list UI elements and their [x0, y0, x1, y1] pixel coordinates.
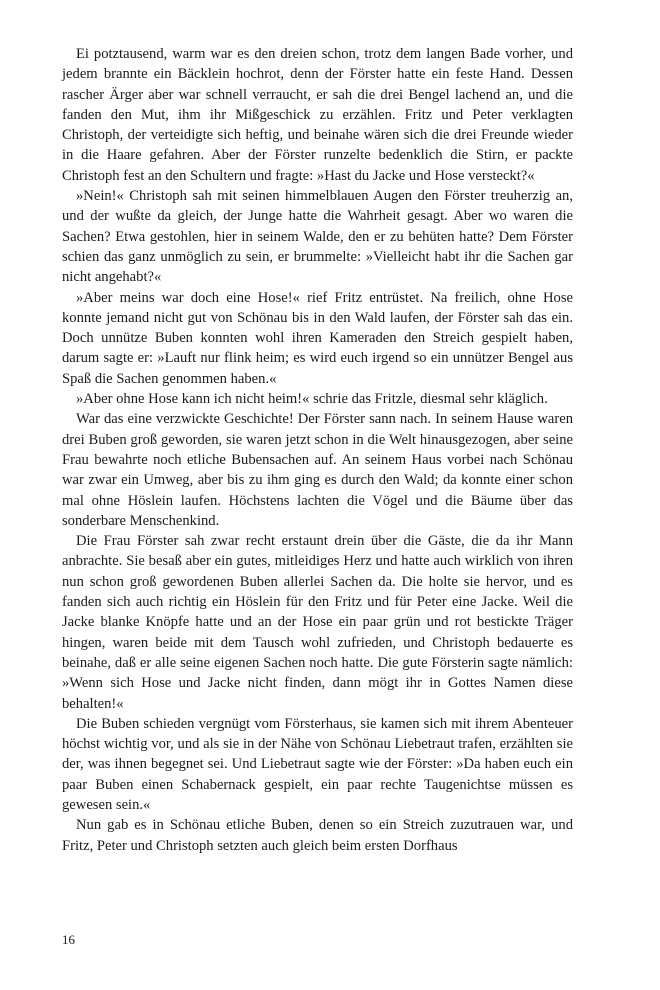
- paragraph: »Nein!« Christoph sah mit seinen himmelblauen Augen den Förster treuherzig an, und der wußte da gleich, der Junge hatte die Wahrheit gesagt. Aber wo waren die Sachen? Etwa gestohlen, hier in seinem Walde, den er zu behüten hatte? Dem Förster schien das ganz unmöglich zu sein, er brummelte: »Vielleicht habt ihr die Sachen gar nicht angehabt?«: [62, 188, 573, 286]
- paragraph: Die Buben schieden vergnügt vom Försterhaus, sie kamen sich mit ihrem Abenteuer höchst wichtig vor, und als sie in der Nähe von Schönau Liebetraut trafen, erzählten sie der, was ihnen begegnet sei. Und Liebetraut sagte wie der Förster: »Da haben euch ein paar Buben einen Schabernack gespielt, ein paar rechte Taugenichtse müssen es gewesen sein.«: [62, 715, 573, 813]
- paragraph: War das eine verzwickte Geschichte! Der Förster sann nach. In seinem Hause waren drei Buben groß geworden, sie waren jetzt schon in die Welt hinausgezogen, aber seine Frau bewahrte noch etliche Bubensachen auf. An seinem Haus vorbei nach Schönau war zwar ein Umweg, aber bis zu ihm ging es durch den Wald; da konnte einer schon mal ohne Höslein laufen. Höchstens lachten die Vögel und die Bäume über das sonderbare Menschenkind.: [62, 411, 573, 529]
- paragraph: Nun gab es in Schönau etliche Buben, denen so ein Streich zuzutrauen war, und Fritz, Peter und Christoph setzten auch gleich beim ersten Dorfhaus: [62, 817, 573, 854]
- paragraph: Die Frau Förster sah zwar recht erstaunt drein über die Gäste, die da ihr Mann anbrachte. Sie besaß aber ein gutes, mitleidiges Herz und hatte auch wirklich von ihren nun schon groß gewordenen Buben allerlei Sachen da. Die holte sie hervor, und es fanden sich auch richtig ein Höslein für den Fritz und für Peter eine Jacke. Weil die Jacke blanke Knöpfe hatte und an der Hose ein paar grün und rot bestickte Träger hingen, waren beide mit dem Tausch wohl zufrieden, und Christoph bedauerte es beinahe, daß er alle seine eigenen Sachen noch hatte. Die gute Försterin sagte nämlich: »Wenn sich Hose und Jacke nicht finden, dann mögt ihr in Gottes Namen diese behalten!«: [62, 533, 573, 712]
- book-page-text: [62, 44, 573, 856]
- paragraph: »Aber ohne Hose kann ich nicht heim!« schrie das Fritzle, diesmal sehr kläglich.: [76, 391, 548, 408]
- paragraph: »Aber meins war doch eine Hose!« rief Fritz entrüstet. Na freilich, ohne Hose konnte jemand nicht gut von Schönau bis in den Wald laufen, der Förster sah das ein. Doch unnütze Buben konnten wohl ihren Kameraden den Streich gespielt haben, darum sagte er: »Lauft nur flink heim; es wird euch irgend so ein unnützer Bengel aus Spaß die Sachen genommen haben.«: [62, 289, 573, 387]
- paragraph: Ei potztausend, warm war es den dreien schon, trotz dem langen Bade vorher, und jedem brannte ein Bäcklein hochrot, denn der Förster hatte ein feste Hand. Dessen rascher Ärger aber war schnell verraucht, er sah die drei Bengel lachend an, und die fanden den Mut, ihm ihr Mißgeschick zu erzählen. Fritz und Peter verklagten Christoph, der verteidigte sich heftig, und beinahe wären sich die drei Freunde wieder in die Haare gefahren. Aber der Förster runzelte bedenklich die Stirn, er packte Christoph fest an den Schultern und fragte: »Hast du Jacke und Hose versteckt?«: [62, 46, 573, 184]
- page-number: 16: [62, 932, 75, 947]
